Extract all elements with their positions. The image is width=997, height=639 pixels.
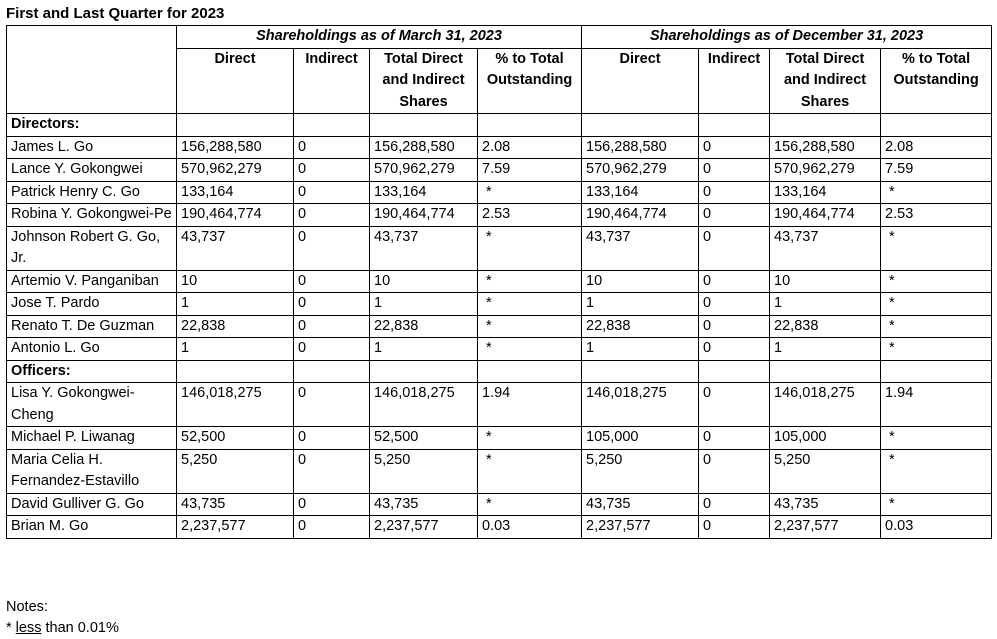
- march-indirect: 0: [294, 136, 370, 159]
- col-indirect-december: Indirect: [699, 48, 770, 114]
- col-pct-march: % to Total Outstanding: [478, 48, 582, 114]
- table-row: [7, 270, 992, 293]
- december-direct: 5,250: [582, 449, 699, 493]
- col-total-december: Total Direct and Indirect Shares: [770, 48, 881, 114]
- table-row: [7, 315, 992, 338]
- december-total: 1: [770, 338, 881, 361]
- group-header-row: [7, 26, 992, 49]
- march-total: 52,500: [370, 427, 478, 450]
- section-label: Directors:: [7, 114, 177, 137]
- december-pct: *: [881, 181, 992, 204]
- december-indirect: 0: [699, 449, 770, 493]
- march-pct: *: [478, 181, 582, 204]
- march-indirect: 0: [294, 449, 370, 493]
- december-pct: 2.08: [881, 136, 992, 159]
- person-name: Renato T. De Guzman: [7, 315, 177, 338]
- december-direct: 1: [582, 338, 699, 361]
- december-pct: *: [881, 338, 992, 361]
- march-direct: 146,018,275: [177, 383, 294, 427]
- person-name: James L. Go: [7, 136, 177, 159]
- march-pct: *: [478, 226, 582, 270]
- col-total-march: Total Direct and Indirect Shares: [370, 48, 478, 114]
- december-pct: 2.53: [881, 204, 992, 227]
- person-name: Johnson Robert G. Go, Jr.: [7, 226, 177, 270]
- march-total: 43,735: [370, 493, 478, 516]
- person-name: Maria Celia H. Fernandez-Estavillo: [7, 449, 177, 493]
- person-name: Artemio V. Panganiban: [7, 270, 177, 293]
- march-total: 190,464,774: [370, 204, 478, 227]
- march-pct: *: [478, 315, 582, 338]
- table-row: [7, 181, 992, 204]
- december-pct: *: [881, 493, 992, 516]
- notes-heading: Notes:: [6, 599, 48, 615]
- march-indirect: 0: [294, 315, 370, 338]
- december-total: 43,735: [770, 493, 881, 516]
- december-total: 2,237,577: [770, 516, 881, 539]
- name-header: [7, 26, 177, 114]
- march-total: 5,250: [370, 449, 478, 493]
- col-indirect-march: Indirect: [294, 48, 370, 114]
- person-name: Patrick Henry C. Go: [7, 181, 177, 204]
- december-indirect: 0: [699, 293, 770, 316]
- december-direct: 133,164: [582, 181, 699, 204]
- december-total: 5,250: [770, 449, 881, 493]
- table-row: [7, 338, 992, 361]
- december-indirect: 0: [699, 516, 770, 539]
- march-direct: 570,962,279: [177, 159, 294, 182]
- december-indirect: 0: [699, 181, 770, 204]
- december-indirect: 0: [699, 226, 770, 270]
- table-row: [7, 226, 992, 270]
- march-total: 43,737: [370, 226, 478, 270]
- december-total: 43,737: [770, 226, 881, 270]
- march-pct: *: [478, 449, 582, 493]
- march-total: 1: [370, 293, 478, 316]
- december-indirect: 0: [699, 159, 770, 182]
- march-total: 1: [370, 338, 478, 361]
- december-pct: 7.59: [881, 159, 992, 182]
- table-row: [7, 204, 992, 227]
- section-label: Officers:: [7, 360, 177, 383]
- december-total: 146,018,275: [770, 383, 881, 427]
- december-indirect: 0: [699, 493, 770, 516]
- group-march: Shareholdings as of March 31, 2023: [177, 26, 582, 49]
- march-indirect: 0: [294, 427, 370, 450]
- december-total: 10: [770, 270, 881, 293]
- table-row: [7, 516, 992, 539]
- person-name: Antonio L. Go: [7, 338, 177, 361]
- col-direct-march: Direct: [177, 48, 294, 114]
- march-direct: 1: [177, 338, 294, 361]
- march-pct: 7.59: [478, 159, 582, 182]
- december-indirect: 0: [699, 204, 770, 227]
- december-direct: 43,735: [582, 493, 699, 516]
- december-pct: 1.94: [881, 383, 992, 427]
- march-direct: 5,250: [177, 449, 294, 493]
- december-direct: 105,000: [582, 427, 699, 450]
- march-direct: 10: [177, 270, 294, 293]
- march-pct: *: [478, 427, 582, 450]
- person-name: David Gulliver G. Go: [7, 493, 177, 516]
- december-pct: *: [881, 449, 992, 493]
- group-december: Shareholdings as of December 31, 2023: [582, 26, 992, 49]
- march-total: 146,018,275: [370, 383, 478, 427]
- table-row: [7, 449, 992, 493]
- march-indirect: 0: [294, 338, 370, 361]
- march-direct: 52,500: [177, 427, 294, 450]
- december-indirect: 0: [699, 338, 770, 361]
- march-indirect: 0: [294, 383, 370, 427]
- december-pct: *: [881, 427, 992, 450]
- december-pct: *: [881, 315, 992, 338]
- december-total: 570,962,279: [770, 159, 881, 182]
- march-total: 570,962,279: [370, 159, 478, 182]
- march-total: 133,164: [370, 181, 478, 204]
- march-pct: *: [478, 270, 582, 293]
- december-indirect: 0: [699, 427, 770, 450]
- table-row: [7, 383, 992, 427]
- col-pct-december: % to Total Outstanding: [881, 48, 992, 114]
- person-name: Brian M. Go: [7, 516, 177, 539]
- december-total: 1: [770, 293, 881, 316]
- december-direct: 2,237,577: [582, 516, 699, 539]
- march-total: 10: [370, 270, 478, 293]
- march-indirect: 0: [294, 270, 370, 293]
- december-indirect: 0: [699, 383, 770, 427]
- december-pct: *: [881, 226, 992, 270]
- december-pct: 0.03: [881, 516, 992, 539]
- march-direct: 1: [177, 293, 294, 316]
- december-direct: 570,962,279: [582, 159, 699, 182]
- table-row: [7, 136, 992, 159]
- march-indirect: 0: [294, 159, 370, 182]
- march-indirect: 0: [294, 204, 370, 227]
- december-direct: 190,464,774: [582, 204, 699, 227]
- page-title: First and Last Quarter for 2023: [6, 5, 225, 22]
- march-pct: *: [478, 493, 582, 516]
- march-direct: 156,288,580: [177, 136, 294, 159]
- december-direct: 1: [582, 293, 699, 316]
- december-total: 133,164: [770, 181, 881, 204]
- march-indirect: 0: [294, 181, 370, 204]
- shareholdings-table: [6, 25, 992, 539]
- march-pct: 2.53: [478, 204, 582, 227]
- december-total: 156,288,580: [770, 136, 881, 159]
- december-direct: 146,018,275: [582, 383, 699, 427]
- december-indirect: 0: [699, 136, 770, 159]
- march-total: 22,838: [370, 315, 478, 338]
- march-indirect: 0: [294, 293, 370, 316]
- december-total: 22,838: [770, 315, 881, 338]
- note-less-than: * less than 0.01%: [6, 620, 119, 636]
- person-name: Robina Y. Gokongwei-Pe: [7, 204, 177, 227]
- table-body: [7, 114, 992, 539]
- march-pct: 2.08: [478, 136, 582, 159]
- december-indirect: 0: [699, 270, 770, 293]
- march-indirect: 0: [294, 493, 370, 516]
- december-direct: 22,838: [582, 315, 699, 338]
- person-name: Michael P. Liwanag: [7, 427, 177, 450]
- march-pct: *: [478, 338, 582, 361]
- person-name: Lisa Y. Gokongwei-Cheng: [7, 383, 177, 427]
- march-pct: *: [478, 293, 582, 316]
- section-row-officers: [7, 360, 992, 383]
- march-direct: 22,838: [177, 315, 294, 338]
- march-direct: 2,237,577: [177, 516, 294, 539]
- col-direct-december: Direct: [582, 48, 699, 114]
- march-total: 2,237,577: [370, 516, 478, 539]
- december-indirect: 0: [699, 315, 770, 338]
- december-direct: 10: [582, 270, 699, 293]
- table-row: [7, 159, 992, 182]
- march-pct: 0.03: [478, 516, 582, 539]
- december-total: 190,464,774: [770, 204, 881, 227]
- march-direct: 43,737: [177, 226, 294, 270]
- table-row: [7, 293, 992, 316]
- march-pct: 1.94: [478, 383, 582, 427]
- person-name: Jose T. Pardo: [7, 293, 177, 316]
- march-total: 156,288,580: [370, 136, 478, 159]
- december-pct: *: [881, 270, 992, 293]
- december-direct: 156,288,580: [582, 136, 699, 159]
- december-direct: 43,737: [582, 226, 699, 270]
- march-direct: 190,464,774: [177, 204, 294, 227]
- table-row: [7, 493, 992, 516]
- march-indirect: 0: [294, 226, 370, 270]
- person-name: Lance Y. Gokongwei: [7, 159, 177, 182]
- december-total: 105,000: [770, 427, 881, 450]
- december-pct: *: [881, 293, 992, 316]
- march-direct: 43,735: [177, 493, 294, 516]
- march-indirect: 0: [294, 516, 370, 539]
- table-row: [7, 427, 992, 450]
- march-direct: 133,164: [177, 181, 294, 204]
- section-row-directors: [7, 114, 992, 137]
